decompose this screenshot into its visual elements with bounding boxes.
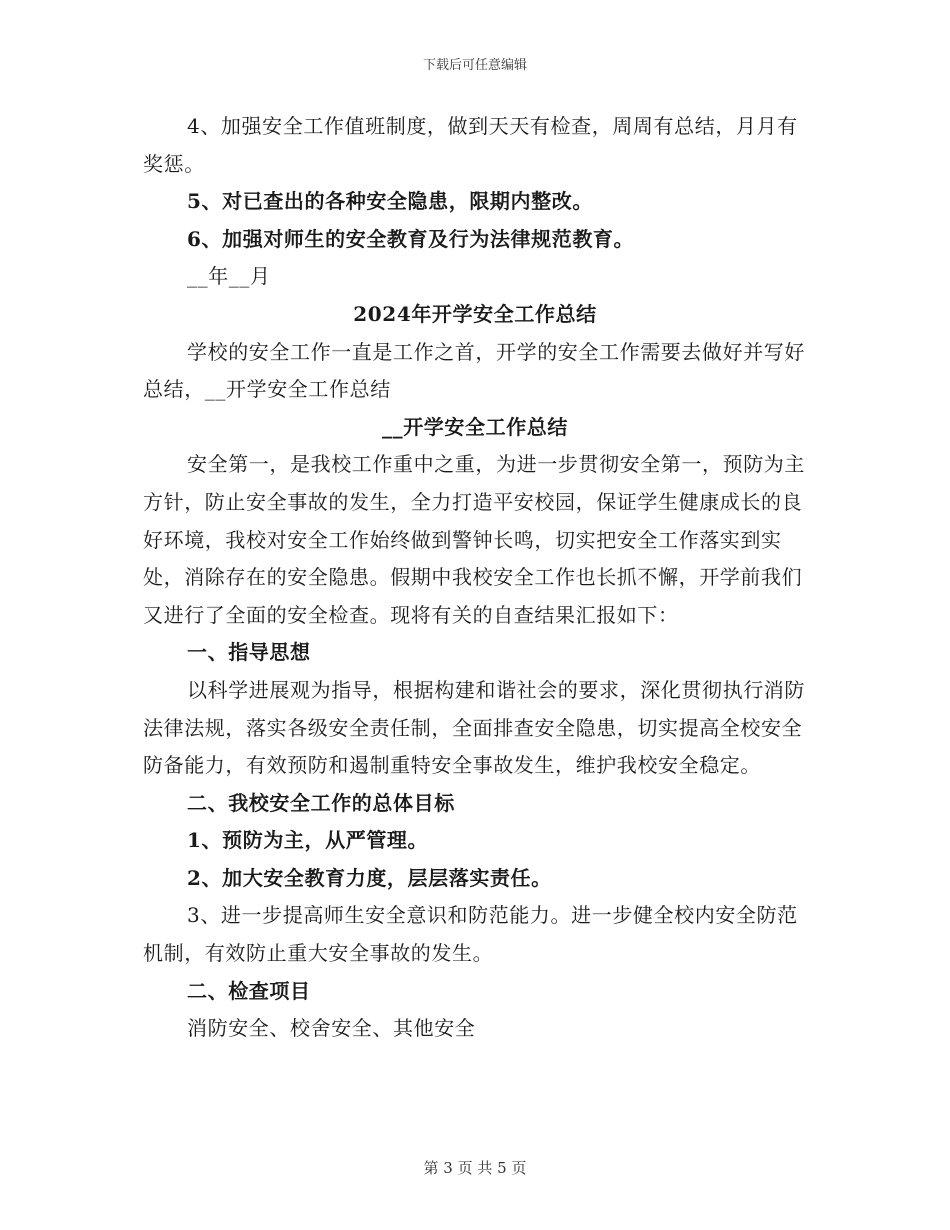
page-header: 下载后可任意编辑	[422, 58, 527, 73]
document-title: 2024年开学安全工作总结	[353, 301, 597, 326]
paragraph-rule-4: 4、加强安全工作值班制度，做到天天有检查，周周有总结，月月有奖惩。	[143, 114, 798, 176]
inspection-items-paragraph: 消防安全、校舍安全、其他安全	[187, 1016, 476, 1041]
goal-item-2: 2、加大安全教育力度，层层落实责任。	[187, 865, 552, 890]
page-footer: 第 3 页 共 5 页	[423, 1159, 527, 1177]
date-line: __年__月	[187, 264, 271, 289]
heading-guiding-idea: 一、指导思想	[187, 640, 311, 665]
section-title: __开学安全工作总结	[382, 414, 568, 439]
heading-overall-goal: 二、我校安全工作的总体目标	[187, 790, 455, 815]
document-body	[143, 108, 807, 1048]
goal-item-1: 1、预防为主，从严管理。	[187, 828, 429, 853]
goal-item-3: 3、进一步提高师生安全意识和防范能力。进一步健全校内安全防范机制，有效防止重大安全事故的发生。	[143, 903, 798, 966]
heading-inspection-items: 二、检查项目	[187, 978, 311, 1003]
intro-paragraph: 学校的安全工作一直是工作之首，开学的安全工作需要去做好并写好总结，__开学安全工作总结	[143, 339, 805, 402]
guiding-idea-paragraph: 以科学进展观为指导，根据构建和谐社会的要求，深化贯彻执行消防法律法规，落实各级安全责任制，全面排查安全隐患，切实提高全校安全防备能力，有效预防和遏制重特安全事故发生，维护我校安全稳定。	[143, 677, 805, 778]
paragraph-rule-6: 6、加强对师生的安全教育及行为法律规范教育。	[187, 226, 635, 251]
paragraph-rule-5: 5、对已查出的各种安全隐患，限期内整改。	[187, 189, 593, 214]
overview-paragraph: 安全第一，是我校工作重中之重，为进一步贯彻安全第一，预防为主方针，防止安全事故的发生，全力打造平安校园，保证学生健康成长的良好环境，我校对安全工作始终做到警钟长鸣，切实把安全工作落实到实处，消除存在的安全隐患。假期中我校安全工作也长抓不懈，开学前我们又进行了全面的安全检查。现将有关的自查结果汇报如下：	[143, 452, 805, 627]
